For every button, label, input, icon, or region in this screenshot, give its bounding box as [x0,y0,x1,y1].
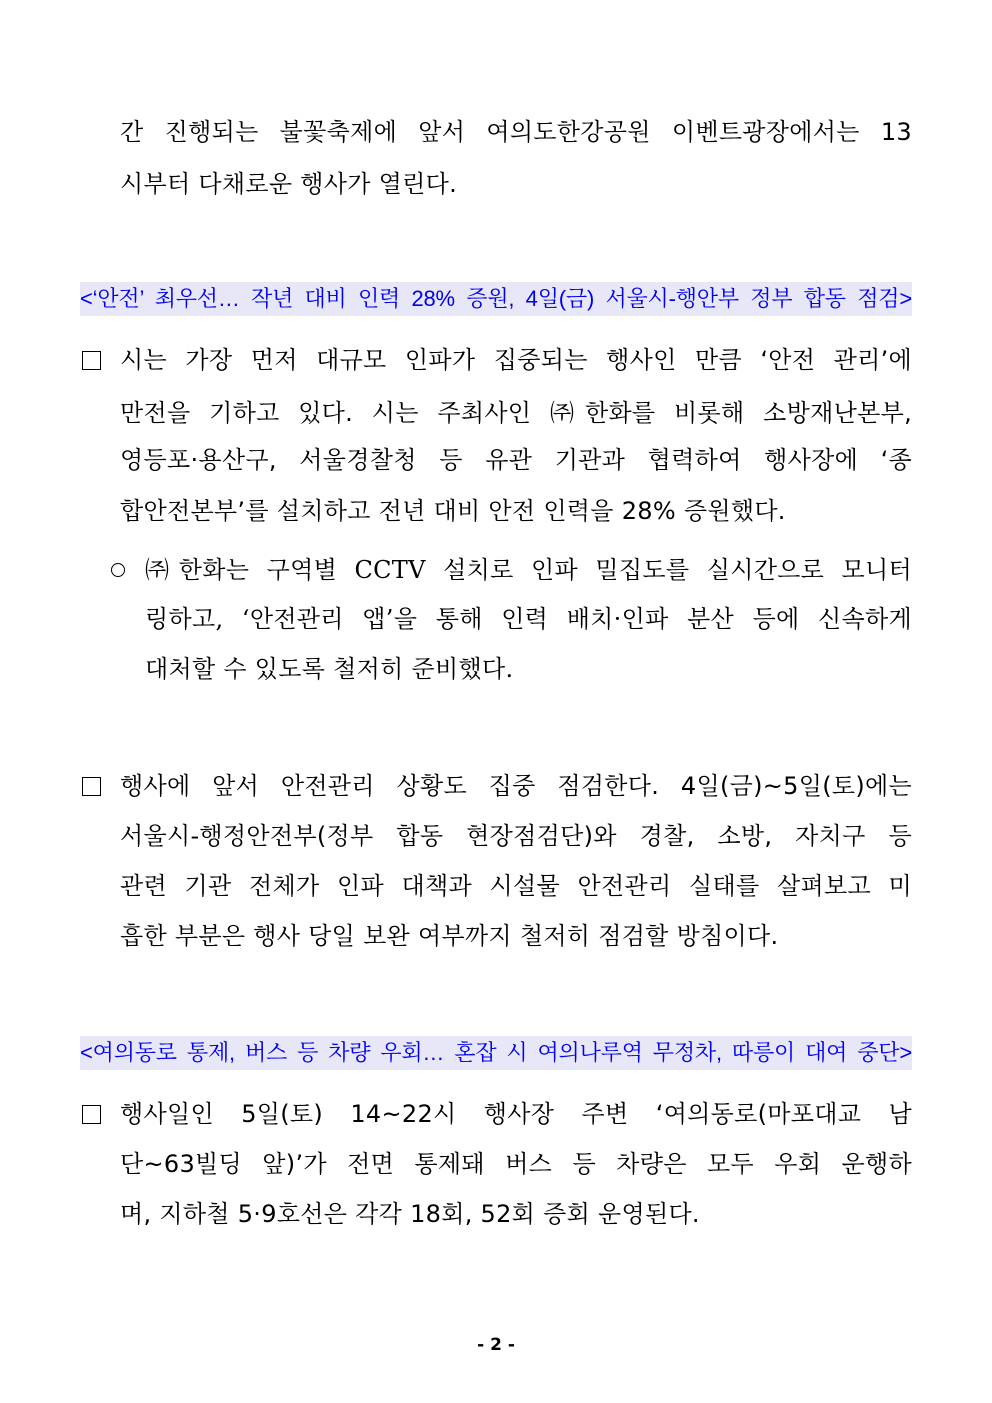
safety-bullet2-line3: 관련 기관 전체가 인파 대책과 시설물 안전관리 실태를 살펴보고 미 [120,872,912,900]
intro-line-2: 시부터 다채로운 행사가 열린다. [120,170,458,198]
safety-sub1-line2: 링하고, ‘안전관리 앱’을 통해 인력 배치·인파 분산 등에 신속하게 [145,605,912,633]
traffic-bullet1-line3: 며, 지하철 5·9호선은 각각 18회, 52회 증회 운영된다. [120,1200,700,1228]
safety-bullet2-line4: 흡한 부분은 행사 당일 보완 여부까지 철저히 점검할 방침이다. [120,922,779,950]
section-heading-traffic: <여의동로 통제, 버스 등 차량 우회… 혼잡 시 여의나루역 무정차, 따릉이 대여 중단> [80,1036,912,1070]
traffic-bullet1-line1: 행사일인 5일(토) 14~22시 행사장 주변 ‘여의동로(마포대교 남 [120,1100,912,1128]
safety-bullet2-line2: 서울시-행정안전부(정부 합동 현장점검단)와 경찰, 소방, 자치구 등 [120,822,912,850]
checkbox-bullet-icon [82,1105,101,1124]
safety-bullet1-line3: 영등포·용산구, 서울경찰청 등 유관 기관과 협력하여 행사장에 ‘종 [120,446,912,474]
page-number: - 2 - [477,1335,515,1355]
section-heading-safety: <‘안전’ 최우선… 작년 대비 인력 28% 증원, 4일(금) 서울시-행안부 정부 합동 점검> [80,282,912,316]
checkbox-bullet-icon [82,777,101,796]
safety-sub1-line3: 대처할 수 있도록 철저히 준비했다. [145,655,514,683]
traffic-bullet1-line2: 단~63빌딩 앞)’가 전면 통제돼 버스 등 차량은 모두 우회 운행하 [120,1150,912,1178]
safety-bullet2-line1: 행사에 앞서 안전관리 상황도 집중 점검한다. 4일(금)~5일(토)에는 [120,772,912,800]
checkbox-bullet-icon [82,351,101,370]
safety-bullet1-line1: 시는 가장 먼저 대규모 인파가 집중되는 행사인 만큼 ‘안전 관리’에 [120,346,912,374]
safety-sub1-line1: ㈜한화는 구역별 CCTV 설치로 인파 밀집도를 실시간으로 모니터 [145,556,912,584]
safety-bullet1-line4: 합안전본부’를 설치하고 전년 대비 안전 인력을 28% 증원했다. [120,497,786,525]
intro-line-1: 간 진행되는 불꽃축제에 앞서 여의도한강공원 이벤트광장에서는 13 [120,118,912,146]
safety-bullet1-line2: 만전을 기하고 있다. 시는 주최사인 ㈜한화를 비롯해 소방재난본부, [120,399,912,427]
circle-bullet-icon [111,563,125,577]
